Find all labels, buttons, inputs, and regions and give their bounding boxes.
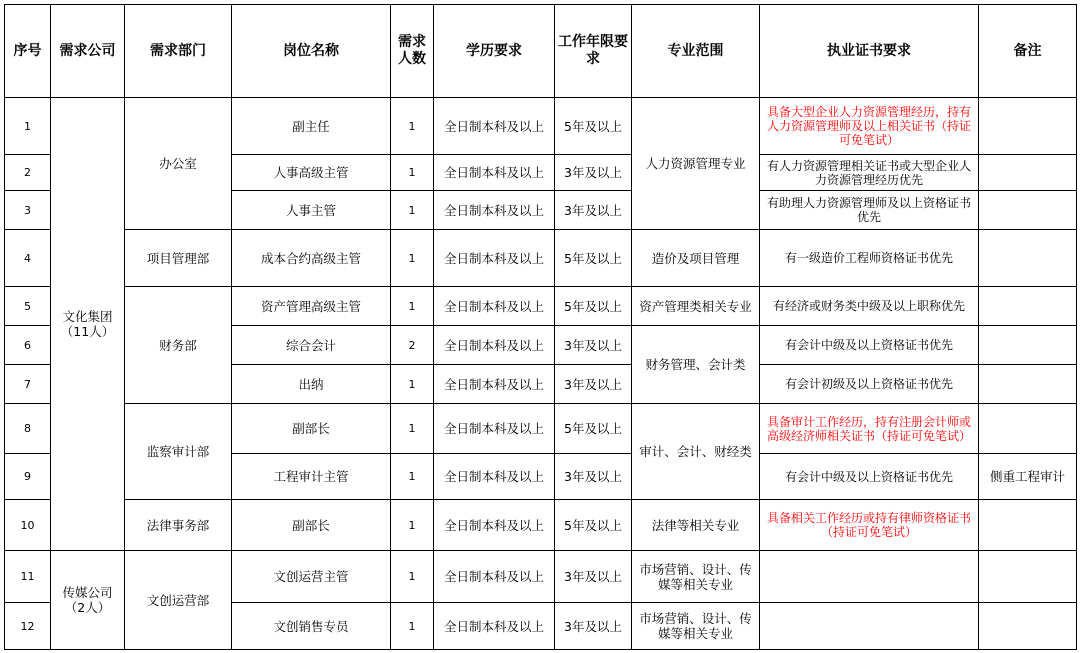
remark-cell: 侧重工程审计 (979, 454, 1077, 500)
row-no: 7 (5, 365, 51, 404)
remark-cell (979, 551, 1077, 603)
company-cell: 文化集团（11人） (51, 98, 125, 551)
header-certificate: 执业证书要求 (760, 5, 979, 98)
count-cell: 1 (391, 365, 434, 404)
remark-cell (979, 404, 1077, 454)
education-cell: 全日制本科及以上 (434, 404, 555, 454)
count-cell: 1 (391, 230, 434, 287)
certificate-cell: 有经济或财务类中级及以上职称优先 (760, 287, 979, 326)
remark-cell (979, 326, 1077, 365)
major-cell: 市场营销、设计、传媒等相关专业 (632, 551, 760, 603)
recruitment-table (4, 4, 1077, 650)
position-cell: 出纳 (232, 365, 391, 404)
header-remark: 备注 (979, 5, 1077, 98)
count-cell: 1 (391, 454, 434, 500)
header-position: 岗位名称 (232, 5, 391, 98)
table-row (5, 98, 1077, 155)
position-cell: 人事高级主管 (232, 155, 391, 191)
certificate-cell: 有会计中级及以上资格证书优先 (760, 454, 979, 500)
remark-cell (979, 603, 1077, 650)
education-cell: 全日制本科及以上 (434, 155, 555, 191)
position-cell: 副主任 (232, 98, 391, 155)
years-cell: 3年及以上 (555, 365, 632, 404)
row-no: 4 (5, 230, 51, 287)
header-education: 学历要求 (434, 5, 555, 98)
count-cell: 1 (391, 287, 434, 326)
count-cell: 1 (391, 404, 434, 454)
certificate-cell: 具备审计工作经历，持有注册会计师或高级经济师相关证书（持证可免笔试） (760, 404, 979, 454)
education-cell: 全日制本科及以上 (434, 326, 555, 365)
certificate-cell (760, 603, 979, 650)
row-no: 5 (5, 287, 51, 326)
position-cell: 副部长 (232, 404, 391, 454)
years-cell: 5年及以上 (555, 404, 632, 454)
education-cell: 全日制本科及以上 (434, 454, 555, 500)
certificate-cell: 有一级造价工程师资格证书优先 (760, 230, 979, 287)
major-cell: 财务管理、会计类 (632, 326, 760, 404)
major-cell: 人力资源管理专业 (632, 98, 760, 230)
header-years: 工作年限要求 (555, 5, 632, 98)
table-row (5, 551, 1077, 603)
major-cell: 审计、会计、财经类 (632, 404, 760, 500)
years-cell: 3年及以上 (555, 551, 632, 603)
department-cell: 办公室 (125, 98, 232, 230)
years-cell: 3年及以上 (555, 155, 632, 191)
remark-cell (979, 98, 1077, 155)
education-cell: 全日制本科及以上 (434, 230, 555, 287)
years-cell: 3年及以上 (555, 326, 632, 365)
row-no: 3 (5, 191, 51, 230)
remark-cell (979, 287, 1077, 326)
remark-cell (979, 191, 1077, 230)
remark-cell (979, 155, 1077, 191)
department-cell: 监察审计部 (125, 404, 232, 500)
education-cell: 全日制本科及以上 (434, 551, 555, 603)
major-cell: 市场营销、设计、传媒等相关专业 (632, 603, 760, 650)
remark-cell (979, 500, 1077, 551)
header-department: 需求部门 (125, 5, 232, 98)
position-cell: 成本合约高级主管 (232, 230, 391, 287)
header-count: 需求人数 (391, 5, 434, 98)
major-cell: 法律等相关专业 (632, 500, 760, 551)
row-no: 1 (5, 98, 51, 155)
table-row (5, 404, 1077, 454)
header-row (5, 5, 1077, 98)
header-no: 序号 (5, 5, 51, 98)
certificate-cell: 有会计初级及以上资格证书优先 (760, 365, 979, 404)
row-no: 12 (5, 603, 51, 650)
company-cell: 传媒公司（2人） (51, 551, 125, 650)
position-cell: 综合会计 (232, 326, 391, 365)
certificate-cell: 有会计中级及以上资格证书优先 (760, 326, 979, 365)
count-cell: 1 (391, 191, 434, 230)
years-cell: 5年及以上 (555, 287, 632, 326)
remark-cell (979, 365, 1077, 404)
years-cell: 3年及以上 (555, 191, 632, 230)
major-cell: 造价及项目管理 (632, 230, 760, 287)
education-cell: 全日制本科及以上 (434, 365, 555, 404)
certificate-cell (760, 551, 979, 603)
certificate-cell: 有助理人力资源管理师及以上资格证书优先 (760, 191, 979, 230)
row-no: 10 (5, 500, 51, 551)
count-cell: 1 (391, 98, 434, 155)
count-cell: 1 (391, 603, 434, 650)
education-cell: 全日制本科及以上 (434, 500, 555, 551)
education-cell: 全日制本科及以上 (434, 191, 555, 230)
table-row (5, 230, 1077, 287)
remark-cell (979, 230, 1077, 287)
row-no: 8 (5, 404, 51, 454)
position-cell: 文创运营主管 (232, 551, 391, 603)
position-cell: 副部长 (232, 500, 391, 551)
years-cell: 3年及以上 (555, 454, 632, 500)
count-cell: 1 (391, 551, 434, 603)
row-no: 9 (5, 454, 51, 500)
department-cell: 项目管理部 (125, 230, 232, 287)
years-cell: 5年及以上 (555, 230, 632, 287)
header-major: 专业范围 (632, 5, 760, 98)
table-row (5, 500, 1077, 551)
row-no: 2 (5, 155, 51, 191)
count-cell: 1 (391, 500, 434, 551)
years-cell: 5年及以上 (555, 98, 632, 155)
table-row (5, 287, 1077, 326)
position-cell: 人事主管 (232, 191, 391, 230)
count-cell: 2 (391, 326, 434, 365)
position-cell: 工程审计主管 (232, 454, 391, 500)
certificate-cell: 有人力资源管理相关证书或大型企业人力资源管理经历优先 (760, 155, 979, 191)
certificate-cell: 具备大型企业人力资源管理经历，持有人力资源管理师及以上相关证书（持证可免笔试） (760, 98, 979, 155)
education-cell: 全日制本科及以上 (434, 98, 555, 155)
education-cell: 全日制本科及以上 (434, 287, 555, 326)
department-cell: 法律事务部 (125, 500, 232, 551)
position-cell: 资产管理高级主管 (232, 287, 391, 326)
years-cell: 5年及以上 (555, 500, 632, 551)
major-cell: 资产管理类相关专业 (632, 287, 760, 326)
row-no: 6 (5, 326, 51, 365)
department-cell: 文创运营部 (125, 551, 232, 650)
years-cell: 3年及以上 (555, 603, 632, 650)
row-no: 11 (5, 551, 51, 603)
department-cell: 财务部 (125, 287, 232, 404)
position-cell: 文创销售专员 (232, 603, 391, 650)
education-cell: 全日制本科及以上 (434, 603, 555, 650)
header-company: 需求公司 (51, 5, 125, 98)
certificate-cell: 具备相关工作经历或持有律师资格证书（持证可免笔试） (760, 500, 979, 551)
count-cell: 1 (391, 155, 434, 191)
